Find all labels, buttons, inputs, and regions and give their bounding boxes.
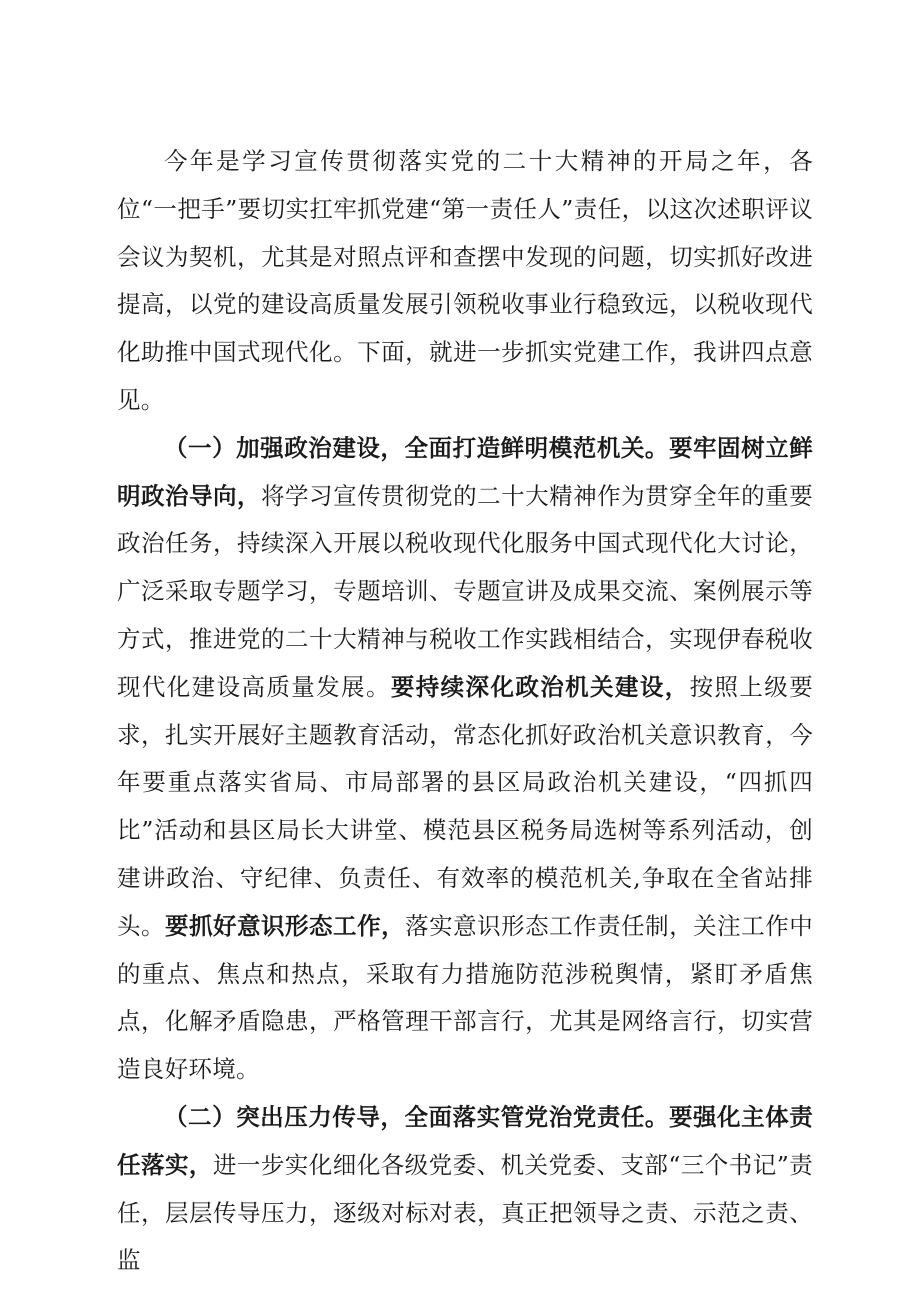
paragraph-intro — [117, 138, 813, 425]
section-two-heading: （二）突出压力传导，全面落实管党治党责任。要强化主体责任落实， — [117, 1102, 813, 1179]
paragraph-text: 将学习宣传贯彻党的二十大精神作为贯穿全年的重要政治任务，持续深入开展以税收现代化服务中国式现代化大讨论，广泛采取专题学习，专题培训、专题宣讲及成果交流、案例展示等方式，推进党的二十大精神与税收工作实践相结合，实现伊春税收现代化建设高质量发展。 — [117, 481, 813, 701]
emphasis-text: 要抓好意识形态工作， — [165, 911, 406, 940]
paragraph-section-two — [117, 1094, 813, 1285]
paragraph-text: 今年是学习宣传贯彻落实党的二十大精神的开局之年，各位“一把手”要切实扛牢抓党建“第一责任人”责任，以这次述职评议会议为契机，尤其是对照点评和查摆中发现的问题，切实抓好改进提高，以党的建设高质量发展引领税收事业行稳致远，以税收现代化助推中国式现代化。下面，就进一步抓实党建工作，我讲四点意见。 — [117, 147, 813, 414]
paragraph-text: 按照上级要求，扎实开展好主题教育活动，常态化抓好政治机关意识教育，今年要重点落实省局、市局部署的县区局政治机关建设，“四抓四比”活动和县区局长大讲堂、模范县区税务局选树等系列活动，创建讲政治、守纪律、负责任、有效率的模范机关,争取在全省站排头。 — [117, 672, 813, 940]
section-one-heading: （一）加强政治建设，全面打造鲜明模范机关。要牢固树立鲜明政治导向， — [117, 433, 813, 510]
document-body — [117, 138, 813, 1285]
paragraph-section-one — [117, 425, 813, 1094]
paragraph-text: 进一步实化细化各级党委、机关党委、支部“三个书记”责任，层层传导压力，逐级对标对表，真正把领导之责、示范之责、监 — [117, 1150, 814, 1275]
emphasis-text: 要持续深化政治机关建设， — [390, 672, 690, 701]
paragraph-text: 落实意识形态工作责任制，关注工作中的重点、焦点和热点，采取有力措施防范涉税舆情，紧盯矛盾焦点，化解矛盾隐患，严格管理干部言行，尤其是网络言行，切实营造良好环境。 — [117, 911, 813, 1084]
